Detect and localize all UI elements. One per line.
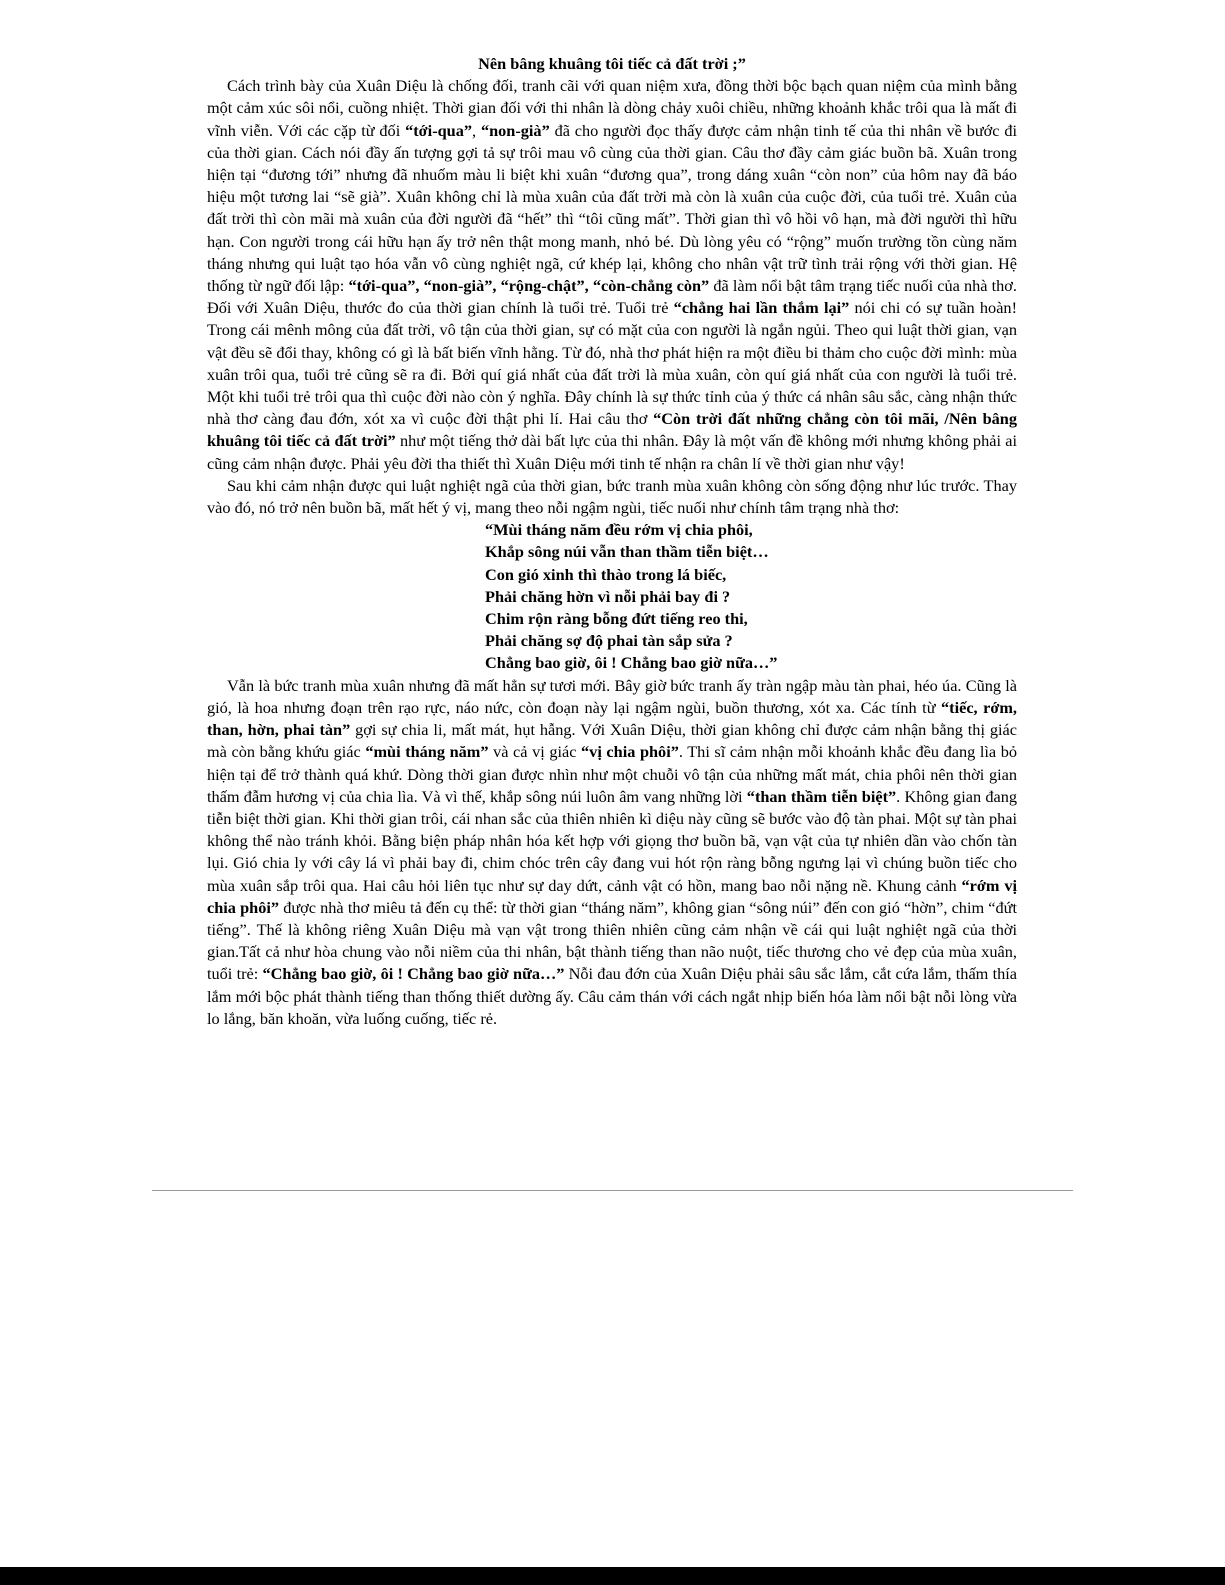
bold-segment: “tới-qua”, “non-già”, “rộng-chật”, “còn-chẳng còn” [348,276,710,296]
poem-line: Phải chăng sợ độ phai tàn sắp sửa ? [485,631,733,651]
poem-line: Khắp sông núi vẫn than thầm tiễn biệt… [485,542,769,562]
quote-line: Nên bâng khuâng tôi tiếc cả đất trời ;” [478,54,746,73]
segment: và cả vị giác [488,742,582,762]
bold-segment: “rớm vị chia phôi” [207,875,1017,917]
poem-line: Chẳng bao giờ, ôi ! Chẳng bao giờ nữa…” [485,653,778,673]
poem-line: “Mùi tháng năm đều rớm vị chia phôi, [485,520,753,540]
bottom-black-bar [0,1567,1225,1585]
bold-segment: “Chẳng bao giờ, ôi ! Chẳng bao giờ nữa…” [262,964,565,984]
bold-segment: “than thầm tiễn biệt” [746,786,897,806]
bold-segment: “non-già” [480,120,550,140]
bold-segment: “tới-qua” [405,120,473,140]
segment: Nỗi đau đớn của Xuân Diệu phải sâu sắc lắm, cắt cứa lắm, thấm thía lắm mới bộc phát thành tiếng than thống thiết dường ấy. Câu cảm thán với cách ngắt nhịp biến hóa làm nổi bật nỗi lòng vừa lo lắng, băn khoăn, vừa luống cuống, tiếc rẻ. [207,964,1017,1028]
paragraph-3 [207,675,1017,1030]
page-content [207,53,1017,1030]
bold-segment: “vị chia phôi” [581,742,679,762]
bold-segment: “tiếc, rớm, than, hờn, phai tàn” [207,697,1017,740]
segment: như một tiếng thở dài bất lực của thi nhân. Đây là một vấn đề không mới nhưng không phải ai cũng cảm nhận được. Phải yêu đời tha thiết thì Xuân Diệu mới tinh tế nhận ra chân lí về thời gian như vậy! [207,431,1017,473]
poem-line: Chim rộn ràng bỗng đứt tiếng reo thi, [485,609,748,629]
segment: . Không gian đang tiễn biệt thời gian. Khi thời gian trôi, cái nhan sắc của thiên nhiên kì diệu này cũng sẽ bước vào độ tàn phai. Một sự tàn phai không thể nào tránh khỏi. Bằng biện pháp nhân hóa kết hợp với giọng thơ buồn bã, vạn vật của tự nhiên dần vào chốn tàn lụi. Gió chia ly với cây lá vì phải bay đi, chim chóc trên cây đang vui hót rộn ràng bỗng ngưng lại vì chúng buồn tiếc cho mùa xuân sắp trôi qua. Hai câu hỏi liên tục như sự day dứt, cảnh vật có hồn, mang bao nỗi nặng nề. Khung cảnh [207,786,1017,895]
poem [485,519,1017,674]
poem-line: Phải chăng hờn vì nỗi phải bay đi ? [485,586,731,606]
segment: gợi sự chia li, mất mát, hụt hẫng. Với Xuân Diệu, thời gian không chỉ được cảm nhận bằng thị giác mà còn bằng khứu giác [207,720,1017,762]
segment: , [472,120,481,140]
segment: đã làm nổi bật tâm trạng tiếc nuối của nhà thơ. Đối với Xuân Diệu, thước đo của thời gian chính là tuổi trẻ. Tuổi trẻ [207,276,1017,318]
page-separator-line [152,1190,1073,1191]
paragraph-2 [207,475,1017,519]
segment: Vẫn là bức tranh mùa xuân nhưng đã mất hẳn sự tươi mới. Bây giờ bức tranh ấy tràn ngập màu tàn phai, héo úa. Cũng là gió, là hoa nhưng đoạn trên rạo rực, náo nức, còn đoạn này lại ngậm ngùi, buồn thương, xót xa. Các tính từ [207,675,1017,717]
segment: . Thi sĩ cảm nhận mỗi khoảnh khắc đều đang lìa bỏ hiện tại để trở thành quá khứ. Dòng thời gian được nhìn như một chuỗi vô tận của những mất mát, chia phôi nên thời gian thấm đẫm hương vị của chia lìa. Và vì thế, khắp sông núi luôn âm vang những lời [207,742,1018,806]
segment: Cách trình bày của Xuân Diệu là chống đối, tranh cãi với quan niệm xưa, đồng thời bộc bạch quan niệm của mình bằng một cảm xúc sôi nổi, cuồng nhiệt. Thời gian đối với thi nhân là dòng chảy xuôi chiều, những khoảnh khắc trôi qua là mất đi vĩnh viễn. Với các cặp từ đối [207,76,1017,140]
segment: đã cho người đọc thấy được cảm nhận tinh tế của thi nhân về bước đi của thời gian. Cách nói đầy ấn tượng gợi tả sự trôi mau vô cùng của thời gian. Câu thơ đầy cảm giác buồn bã. Xuân trong hiện tại “đương tới” nhưng đã nhuốm màu li biệt khi xuân “đương qua”, trong dáng xuân “còn non” của hôm nay đã báo hiệu một tương lai “sẽ già”. Xuân không chỉ là mùa xuân của đất trời mà còn là xuân của cuộc đời, của tuổi trẻ. Xuân của đất trời thì còn mãi mà xuân của đời người đã “hết” thì “tôi cũng mất”. Thời gian thì vô hồi vô hạn, mà đời người thì hữu hạn. Con người trong cái hữu hạn ấy trở nên thật mong manh, nhỏ bé. Dù lòng yêu có “rộng” muốn trường tồn cùng năm tháng nhưng qui luật tạo hóa vẫn vô cùng nghiệt ngã, cứ khép lại, không cho nhân vật trữ tình trải rộng với thời gian. Hệ thống từ ngữ đối lập: [207,120,1018,296]
paragraph-1 [207,75,1017,475]
segment: Sau khi cảm nhận được qui luật nghiệt ngã của thời gian, bức tranh mùa xuân không còn sống động như lúc trước. Thay vào đó, nó trở nên buồn bã, mất hết ý vị, mang theo nỗi ngậm ngùi, tiếc nuối như chính tâm trạng nhà thơ: [207,475,1017,518]
poem-line: Con gió xinh thì thào trong lá biếc, [485,564,727,584]
bold-segment: “chẳng hai lần thắm lại” [673,298,850,318]
bold-segment: “mùi tháng năm” [365,742,489,762]
bold-segment: “Còn trời đất những chẳng còn tôi mãi, /Nên bâng khuâng tôi tiếc cả đất trời” [207,409,1017,451]
segment: nói chi có sự tuần hoàn! Trong cái mênh mông của đất trời, vô tận của thời gian, sự có mặt của con người là ngắn ngủi. Theo qui luật thời gian, vạn vật đều sẽ đổi thay, không có gì là bất biến vĩnh hằng. Từ đó, nhà thơ phát hiện ra một điều bi thảm cho cuộc đời mình: mùa xuân trôi qua, tuổi trẻ cũng sẽ ra đi. Bởi quí giá nhất của đất trời là mùa xuân, còn quí giá nhất của con người là tuổi trẻ. Một khi tuổi trẻ trôi qua thì cuộc đời nào còn ý nghĩa. Đây chính là sự thức tỉnh của ý thức cá nhân sâu sắc, càng nhận thức nhà thơ càng đau đớn, xót xa vì cuộc đời thật phi lí. Hai câu thơ [207,298,1017,429]
segment: được nhà thơ miêu tả đến cụ thể: từ thời gian “tháng năm”, không gian “sông núi” đến con gió “hờn”, chim “đứt tiếng”. Thế là không riêng Xuân Diệu mà vạn vật trong thiên nhiên cũng cảm nhận về cái qui luật nghiệt ngã của thời gian.Tất cả như hòa chung vào nỗi niềm của thi nhân, bật thành tiếng than não nuột, tiếc thương cho vẻ đẹp của mùa xuân, tuổi trẻ: [207,897,1018,984]
